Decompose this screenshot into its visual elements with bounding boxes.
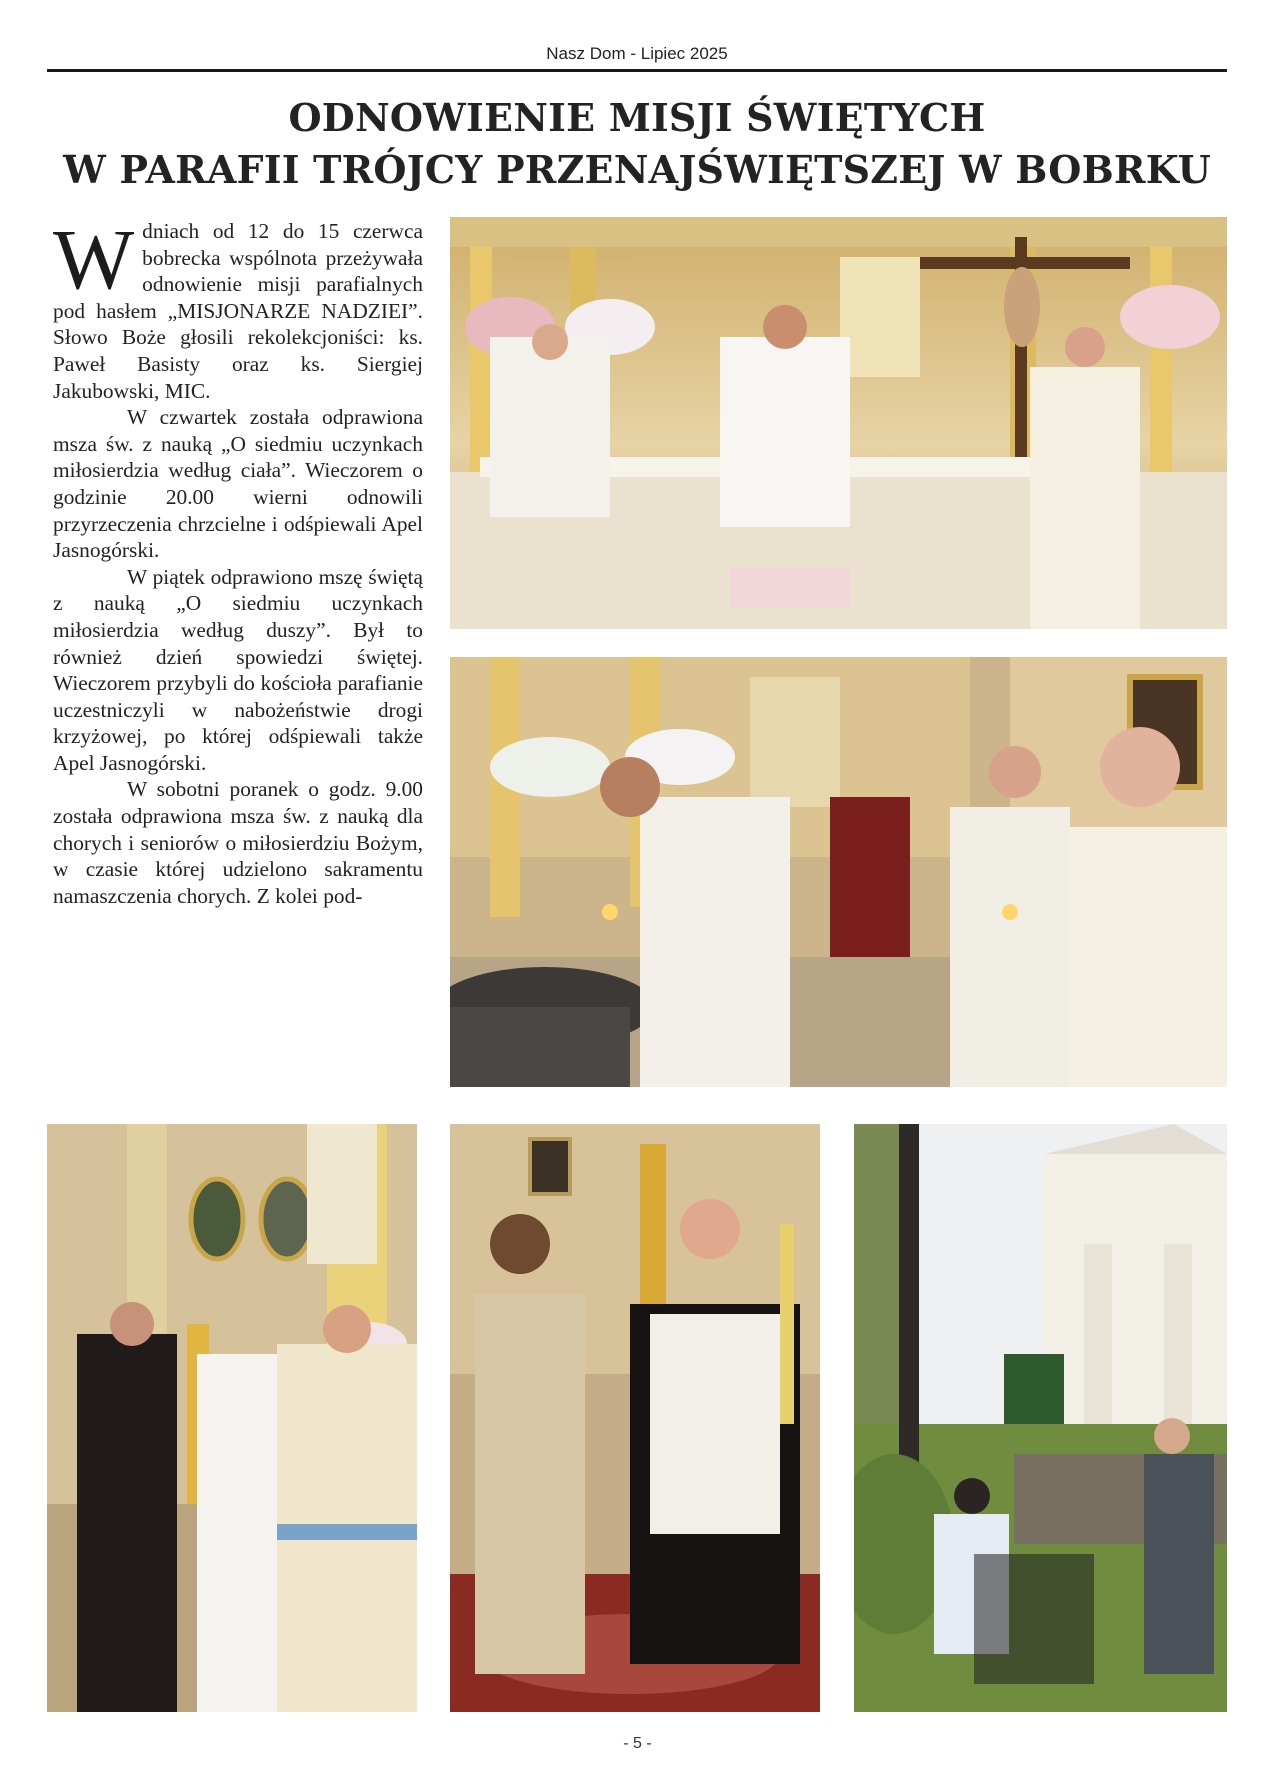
- title-line-2: W PARAFII TRÓJCY PRZENAJŚWIĘTSZEJ W BOBRKU: [63, 147, 1211, 192]
- photo-candle-lighting: [450, 1124, 820, 1712]
- header-rule: [47, 69, 1227, 72]
- paragraph-1: [53, 211, 423, 404]
- photo-altar-mass: [450, 217, 1227, 629]
- title-line-1: ODNOWIENIE MISJI ŚWIĘTYCH: [288, 95, 986, 140]
- photo-baptismal-font: [450, 657, 1227, 1087]
- photo-outdoor-cross: [854, 1124, 1227, 1712]
- photo-paschal-candle: [47, 1124, 417, 1712]
- article-body: [53, 211, 423, 909]
- running-head: Nasz Dom - Lipiec 2025: [546, 44, 728, 63]
- drop-cap: W: [53, 211, 135, 307]
- page-number: - 5 -: [623, 1735, 652, 1752]
- paragraph-3: W piątek odprawiono mszę świętą z nauką „O siedmiu uczynkach miłosierdzia według duszy”. Był to również dzień spowiedzi świętej. Wieczorem przybyli do kościoła parafianie uczestniczyli w nabożeństwie drogi krzyżowej, po której odśpiewali także Apel Jasnogórski.: [53, 564, 423, 775]
- paragraph-1-text: dniach od 12 do 15 czerwca bobrecka wspólnota przeżywała odnowienie misji parafialnych pod hasłem „MISJONARZE NADZIEI”. Słowo Boże głosili rekolekcjoniści: ks. Paweł Basisty oraz ks. Siergiej Jakubowski, MIC.: [53, 219, 423, 403]
- paragraph-4: W sobotni poranek o godz. 9.00 została odprawiona msza św. z nauką dla chorych i seniorów o miłosierdziu Bożym, w czasie której udzielono sakramentu namaszczenia chorych. Z kolei pod-: [53, 777, 423, 908]
- article-title: [47, 92, 1227, 196]
- paragraph-2: W czwartek została odprawiona msza św. z nauką „O siedmiu uczynkach miłosierdzia według ciała”. Wieczorem o godzinie 20.00 wierni odnowili przyrzeczenia chrzcielne i odśpiewali Apel Jasnogórski.: [53, 405, 423, 563]
